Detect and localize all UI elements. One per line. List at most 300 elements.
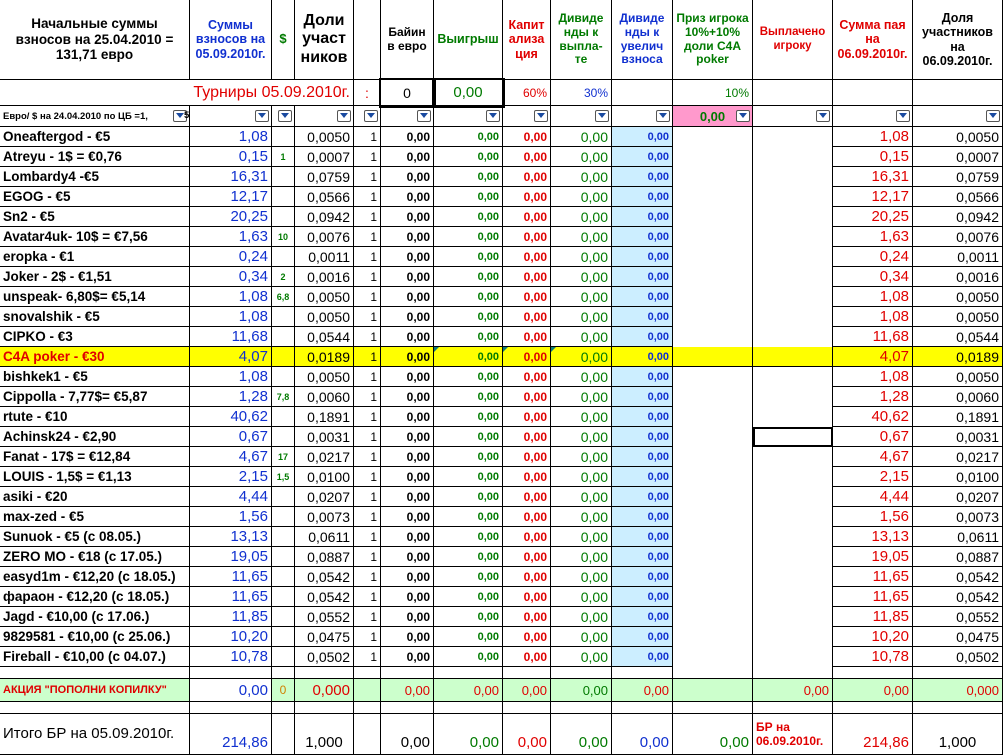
player-paid[interactable] [753,247,833,267]
player-share: 0,0759 [295,167,354,187]
player-buyin: 0,00 [381,187,434,207]
player-buyin: 0,00 [381,467,434,487]
player-div-pay: 0,00 [551,167,612,187]
player-div-inc: 0,00 [612,307,673,327]
player-sum-pay: 13,13 [833,527,913,547]
player-prize [673,167,753,187]
player-usd [272,427,295,447]
player-sum-pay: 10,78 [833,647,913,667]
player-share: 0,0475 [295,627,354,647]
player-usd [272,407,295,427]
spacer-cell [190,702,272,714]
spacer-cell [190,667,272,679]
player-cap: 0,00 [503,467,551,487]
tournament-label: Турниры 05.09.2010г. [0,80,354,106]
player-name[interactable]: Lombardy4 -€5 [0,167,190,187]
player-share: 0,0031 [295,427,354,447]
spacer-cell [612,702,673,714]
player-win: 0,00 [434,567,503,587]
player-div-inc: 0,00 [612,147,673,167]
player-sum: 0,24 [190,247,272,267]
player-share: 0,0060 [295,387,354,407]
player-paid[interactable] [753,487,833,507]
player-sum-pay: 11,68 [833,327,913,347]
player-paid[interactable] [753,367,833,387]
player-share-pct: 0,0207 [913,487,1003,507]
player-buyin: 0,00 [381,367,434,387]
player-div-inc: 0,00 [612,247,673,267]
player-usd: 6,8 [272,287,295,307]
player-sum-pay: 11,65 [833,567,913,587]
player-buyin: 0,00 [381,287,434,307]
header-title: Начальные суммы взносов на 25.04.2010 = 131,71 евро [0,0,190,80]
player-sum: 11,68 [190,327,272,347]
filter-dropdown-button[interactable] [486,110,500,122]
player-sum: 10,20 [190,627,272,647]
action-div-inc: 0,00 [612,679,673,702]
player-div-pay: 0,00 [551,327,612,347]
player-share: 0,0542 [295,567,354,587]
spacer-cell [295,702,354,714]
player-usd: 1,5 [272,467,295,487]
spacer-cell [295,667,354,679]
player-sum-pay: 16,31 [833,167,913,187]
player-paid[interactable] [753,347,833,367]
player-win: 0,00 [434,367,503,387]
player-name[interactable]: Sunuok - €5 (с 08.05.) [0,527,190,547]
player-name[interactable]: Fanat - 17$ = €12,84 [0,447,190,467]
player-name[interactable]: фараон - €12,20 (с 18.05.) [0,587,190,607]
player-sum: 1,28 [190,387,272,407]
player-sum-pay: 11,65 [833,587,913,607]
filter-dropdown-button[interactable] [736,110,750,122]
action-sum: 0,00 [190,679,272,702]
player-share-pct: 0,0217 [913,447,1003,467]
player-paid[interactable] [753,327,833,347]
player-prize [673,407,753,427]
player-name[interactable]: C4A poker - €30 [0,347,190,367]
player-usd [272,127,295,147]
player-share: 0,0217 [295,447,354,467]
player-sum-pay: 2,15 [833,467,913,487]
player-share-pct: 0,0050 [913,367,1003,387]
player-share-pct: 0,0475 [913,627,1003,647]
player-share-pct: 0,0189 [913,347,1003,367]
player-paid[interactable] [753,447,833,467]
player-sum-pay: 0,15 [833,147,913,167]
action-name: АКЦИЯ "ПОПОЛНИ КОПИЛКУ" [0,679,190,702]
player-sum: 0,67 [190,427,272,447]
comment-marker [434,347,439,352]
player-prize [673,467,753,487]
player-usd [272,487,295,507]
player-mult: 1 [354,327,381,347]
player-name[interactable]: asiki - €20 [0,487,190,507]
player-paid[interactable] [753,127,833,147]
player-div-inc: 0,00 [612,427,673,447]
prize-total-cell: 0,00 [673,106,753,127]
totals-blank [272,714,295,755]
player-paid[interactable] [753,547,833,567]
player-paid[interactable] [753,387,833,407]
player-cap: 0,00 [503,267,551,287]
filter-dropdown-button[interactable] [417,110,431,122]
action-usd: 0 [272,679,295,702]
player-prize [673,147,753,167]
totals-prize: 0,00 [673,714,753,755]
player-prize [673,387,753,407]
player-name[interactable]: Avatar4uk- 10$ = €7,56 [0,227,190,247]
player-share: 0,0189 [295,347,354,367]
action-cap: 0,00 [503,679,551,702]
filter-dropdown-button[interactable] [534,110,548,122]
player-mult: 1 [354,467,381,487]
player-win: 0,00 [434,547,503,567]
chevron-down-icon [420,113,428,119]
player-sum: 1,08 [190,127,272,147]
player-mult: 1 [354,547,381,567]
header-usd: $ [272,0,295,80]
player-usd [272,607,295,627]
player-win: 0,00 [434,227,503,247]
totals-buyin: 0,00 [381,714,434,755]
player-usd: 1 [272,147,295,167]
spacer-cell [381,702,434,714]
player-buyin: 0,00 [381,307,434,327]
player-name[interactable]: easyd1m - €12,20 (с 18.05.) [0,567,190,587]
player-sum-pay: 1,08 [833,367,913,387]
player-sum: 1,08 [190,307,272,327]
player-share-pct: 0,0011 [913,247,1003,267]
chevron-down-icon [489,113,497,119]
player-sum: 0,15 [190,147,272,167]
spacer-cell [673,702,753,714]
player-paid[interactable] [753,467,833,487]
player-name[interactable]: 9829581 - €10,00 (с 25.06.) [0,627,190,647]
player-share: 0,0611 [295,527,354,547]
player-div-pay: 0,00 [551,147,612,167]
player-name[interactable]: Atreyu - 1$ = €0,76 [0,147,190,167]
player-paid[interactable] [753,147,833,167]
player-sum-pay: 0,34 [833,267,913,287]
spacer-cell [913,702,1003,714]
player-div-inc: 0,00 [612,627,673,647]
player-prize [673,487,753,507]
player-div-pay: 0,00 [551,367,612,387]
player-buyin: 0,00 [381,447,434,467]
filter-dropdown-button[interactable] [656,110,670,122]
player-buyin: 0,00 [381,227,434,247]
player-sum-pay: 20,25 [833,207,913,227]
player-win: 0,00 [434,327,503,347]
player-mult: 1 [354,227,381,247]
filter-dropdown-button[interactable] [255,110,269,122]
player-div-pay: 0,00 [551,387,612,407]
player-name[interactable]: Sn2 - €5 [0,207,190,227]
player-cap: 0,00 [503,507,551,527]
player-buyin: 0,00 [381,207,434,227]
tournament-blank [753,80,833,106]
player-name[interactable]: snovalshik - €5 [0,307,190,327]
player-name[interactable]: rtute - €10 [0,407,190,427]
player-paid[interactable] [753,287,833,307]
player-sum: 1,08 [190,287,272,307]
player-buyin: 0,00 [381,647,434,667]
player-sum-pay: 19,05 [833,547,913,567]
player-sum-pay: 1,63 [833,227,913,247]
player-name[interactable]: unspeak- 6,80$= €5,14 [0,287,190,307]
player-mult: 1 [354,127,381,147]
player-div-pay: 0,00 [551,607,612,627]
spacer-cell [913,667,1003,679]
player-div-pay: 0,00 [551,587,612,607]
player-div-inc: 0,00 [612,127,673,147]
player-div-inc: 0,00 [612,467,673,487]
spacer-cell [272,667,295,679]
player-name[interactable]: Jagd - €10,00 (с 17.06.) [0,607,190,627]
player-paid[interactable] [753,627,833,647]
player-paid[interactable] [753,587,833,607]
player-buyin: 0,00 [381,147,434,167]
player-sum: 1,08 [190,367,272,387]
chevron-down-icon [258,113,266,119]
filter-dropdown-button[interactable] [278,110,292,122]
spacer-cell [434,702,503,714]
player-paid[interactable] [753,647,833,667]
comment-marker [551,347,556,352]
player-name[interactable]: Fireball - €10,00 (с 04.07.) [0,647,190,667]
totals-label: Итого БР на 05.09.2010г. [0,714,190,755]
player-share: 0,0207 [295,487,354,507]
player-div-inc: 0,00 [612,187,673,207]
player-name[interactable]: ZERO MO - €18 (с 17.05.) [0,547,190,567]
player-paid[interactable] [753,407,833,427]
player-sum: 4,67 [190,447,272,467]
player-buyin: 0,00 [381,607,434,627]
player-div-pay: 0,00 [551,647,612,667]
player-share-pct: 0,0073 [913,507,1003,527]
player-div-pay: 0,00 [551,627,612,647]
totals-share: 1,000 [295,714,354,755]
player-win: 0,00 [434,387,503,407]
player-div-inc: 0,00 [612,287,673,307]
player-div-inc: 0,00 [612,327,673,347]
header-sum-pay: Сумма пая на 06.09.2010г. [833,0,913,80]
player-share: 0,0016 [295,267,354,287]
player-mult: 1 [354,187,381,207]
player-cap: 0,00 [503,427,551,447]
player-cap: 0,00 [503,347,551,367]
player-share-pct: 0,0050 [913,287,1003,307]
player-usd [272,567,295,587]
player-win: 0,00 [434,587,503,607]
chevron-down-icon [176,113,184,119]
player-usd [272,307,295,327]
player-div-pay: 0,00 [551,187,612,207]
player-prize [673,587,753,607]
player-win: 0,00 [434,627,503,647]
chevron-down-icon [340,113,348,119]
player-paid[interactable] [753,267,833,287]
action-blank [354,679,381,702]
player-mult: 1 [354,367,381,387]
action-share-pct: 0,000 [913,679,1003,702]
player-paid[interactable] [753,427,833,447]
player-cap: 0,00 [503,627,551,647]
player-div-pay: 0,00 [551,347,612,367]
rate-suffix: 5 [184,110,190,121]
totals-divinc: 0,00 [612,714,673,755]
player-paid[interactable] [753,307,833,327]
player-name[interactable]: Joker - 2$ - €1,51 [0,267,190,287]
player-sum-pay: 0,67 [833,427,913,447]
filter-dropdown-button[interactable] [896,110,910,122]
player-prize [673,267,753,287]
player-name[interactable]: Oneaftergod - €5 [0,127,190,147]
player-share-pct: 0,0542 [913,567,1003,587]
player-name[interactable]: CIPKO - €3 [0,327,190,347]
player-sum: 10,78 [190,647,272,667]
player-share: 0,0050 [295,287,354,307]
player-share: 0,0542 [295,587,354,607]
player-div-inc: 0,00 [612,227,673,247]
player-cap: 0,00 [503,547,551,567]
player-cap: 0,00 [503,647,551,667]
filter-dropdown-button[interactable] [986,110,1000,122]
tournament-prize-pct: 10% [673,80,753,106]
player-share-pct: 0,0611 [913,527,1003,547]
player-cap: 0,00 [503,287,551,307]
player-paid[interactable] [753,527,833,547]
player-buyin: 0,00 [381,547,434,567]
player-cap: 0,00 [503,407,551,427]
player-div-pay: 0,00 [551,527,612,547]
player-win: 0,00 [434,467,503,487]
player-prize [673,127,753,147]
player-div-pay: 0,00 [551,507,612,527]
player-usd [272,627,295,647]
filter-dropdown-button[interactable] [595,110,609,122]
player-paid[interactable] [753,507,833,527]
player-paid[interactable] [753,207,833,227]
player-sum-pay: 40,62 [833,407,913,427]
action-share: 0,000 [295,679,354,702]
totals-share-pct: 1,000 [913,714,1003,755]
player-div-pay: 0,00 [551,407,612,427]
player-usd [272,647,295,667]
player-sum: 40,62 [190,407,272,427]
player-usd [272,587,295,607]
player-share: 0,0073 [295,507,354,527]
player-cap: 0,00 [503,147,551,167]
action-sum-pay: 0,00 [833,679,913,702]
player-share-pct: 0,0031 [913,427,1003,447]
player-cap: 0,00 [503,227,551,247]
header-shares: Доли участ ников [295,0,354,80]
header-share-pct: Доля участников на 06.09.2010г. [913,0,1003,80]
player-sum-pay: 4,67 [833,447,913,467]
filter-dropdown-button[interactable] [364,110,378,122]
player-div-inc: 0,00 [612,347,673,367]
chevron-down-icon [819,113,827,119]
chevron-down-icon [598,113,606,119]
player-paid[interactable] [753,567,833,587]
player-paid[interactable] [753,167,833,187]
player-name[interactable]: bishkek1 - €5 [0,367,190,387]
player-prize [673,327,753,347]
tournament-blank [913,80,1003,106]
player-name[interactable]: EGOG - €5 [0,187,190,207]
player-mult: 1 [354,267,381,287]
header-blank [354,0,381,80]
player-mult: 1 [354,487,381,507]
player-share: 0,0050 [295,127,354,147]
player-mult: 1 [354,147,381,167]
player-usd [272,507,295,527]
player-share: 0,0050 [295,367,354,387]
player-name[interactable]: eropka - €1 [0,247,190,267]
player-div-pay: 0,00 [551,307,612,327]
filter-dropdown-button[interactable] [337,110,351,122]
tournament-win[interactable]: 0,00 [434,80,503,106]
player-sum: 4,44 [190,487,272,507]
player-name[interactable]: LOUIS - 1,5$ = €1,13 [0,467,190,487]
tournament-blank [612,80,673,106]
spacer-cell [612,667,673,679]
player-div-pay: 0,00 [551,247,612,267]
player-name[interactable]: max-zed - €5 [0,507,190,527]
player-sum: 0,34 [190,267,272,287]
totals-blank [354,714,381,755]
player-mult: 1 [354,607,381,627]
player-name[interactable]: Cippolla - 7,77$= €5,87 [0,387,190,407]
player-name[interactable]: Achinsk24 - €2,90 [0,427,190,447]
player-share-pct: 0,0566 [913,187,1003,207]
player-share: 0,0887 [295,547,354,567]
player-paid[interactable] [753,607,833,627]
player-mult: 1 [354,647,381,667]
player-cap: 0,00 [503,127,551,147]
player-sum: 2,15 [190,467,272,487]
player-win: 0,00 [434,427,503,447]
spacer-cell [434,667,503,679]
player-mult: 1 [354,407,381,427]
player-buyin: 0,00 [381,527,434,547]
player-paid[interactable] [753,187,833,207]
player-usd [272,327,295,347]
comment-marker [503,347,508,352]
player-div-pay: 0,00 [551,207,612,227]
tournament-buyin[interactable]: 0 [381,80,434,106]
filter-dropdown-button[interactable] [816,110,830,122]
spacer-cell [503,702,551,714]
player-prize [673,507,753,527]
tournament-div-pct: 30% [551,80,612,106]
player-prize [673,627,753,647]
player-usd [272,187,295,207]
player-mult: 1 [354,247,381,267]
player-share-pct: 0,0544 [913,327,1003,347]
player-win: 0,00 [434,447,503,467]
player-mult: 1 [354,287,381,307]
player-sum: 13,13 [190,527,272,547]
player-win: 0,00 [434,287,503,307]
player-sum: 11,65 [190,567,272,587]
player-share-pct: 0,0050 [913,127,1003,147]
action-div-pay: 0,00 [551,679,612,702]
player-div-pay: 0,00 [551,267,612,287]
player-paid[interactable] [753,227,833,247]
